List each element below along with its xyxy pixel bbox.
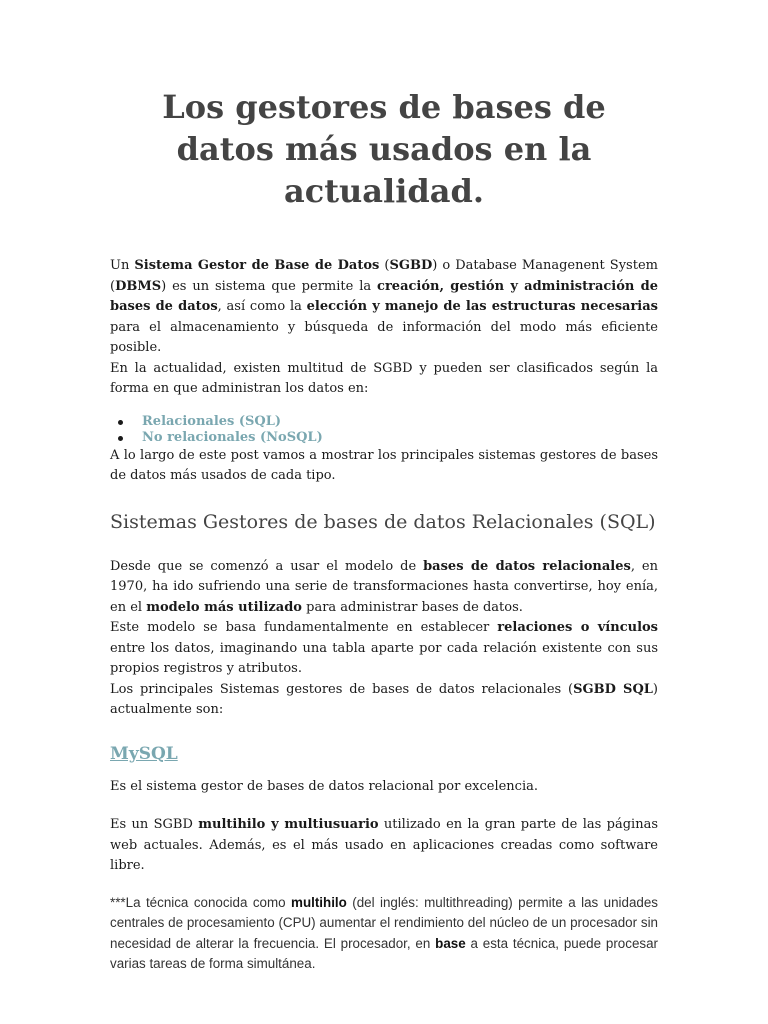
bold-run: multihilo — [291, 894, 347, 910]
document-page — [110, 86, 658, 975]
mysql-paragraph-2 — [110, 815, 658, 877]
text-run: ) es un sistema que permite la — [161, 278, 378, 294]
list-item-label: Relacionales (SQL) — [142, 413, 282, 429]
bold-run: Sistema Gestor de Base de Datos — [134, 258, 380, 273]
bold-run: bases de datos relacionales — [423, 558, 631, 574]
text-run: Desde que se comenzó a usar el modelo de — [110, 558, 424, 574]
mysql-heading-link[interactable]: MySQL — [110, 743, 178, 764]
bold-run: modelo más utilizado — [146, 599, 302, 615]
bold-run: creación, gestión y administración de bases de datos — [110, 278, 658, 314]
spacer — [110, 877, 658, 893]
text-run: ) actualmente son: — [110, 681, 658, 717]
list-item[interactable] — [110, 430, 658, 446]
bold-run: SGBD — [389, 258, 433, 273]
bold-run: relaciones o vínculos — [497, 620, 658, 635]
bold-run: elección y manejo de las estructuras necesarias — [306, 299, 658, 314]
text-run: ***La técnica conocida como — [110, 894, 292, 910]
spacer — [110, 797, 658, 815]
section-heading-sql: Sistemas Gestores de bases de datos Relacionales (SQL) — [110, 510, 656, 533]
text-run: Este modelo se basa fundamentalmente en establecer — [110, 620, 498, 635]
sql-paragraph-1 — [110, 557, 658, 619]
bullet-icon — [118, 436, 123, 441]
sql-paragraph-2 — [110, 618, 658, 680]
intro-paragraph-3: A lo largo de este post vamos a mostrar los principales sistemas gestores de bases de datos más usados de cada tipo. — [110, 447, 658, 483]
text-run: Un — [110, 258, 135, 273]
bold-run: SGBD SQL — [573, 681, 653, 697]
list-item-label: No relacionales (NoSQL) — [142, 429, 323, 445]
bold-run: base — [435, 935, 466, 951]
multithreading-note — [110, 893, 658, 975]
text-run: (del inglés: multithreading) permite a las unidades centrales de procesamiento (CPU) aumentar el rendimiento del núcleo de un procesador sin necesidad de alterar la frecuencia. El procesador, en — [110, 894, 659, 951]
database-types-list — [110, 414, 658, 446]
bold-run: DBMS — [115, 278, 162, 294]
list-item[interactable] — [110, 414, 658, 430]
text-run: , en 1970, ha ido sufriendo una serie de transformaciones hasta convertirse, hoy enía, en el — [110, 558, 658, 615]
text-run: ) o Database Managenent System ( — [110, 258, 658, 294]
text-run: , así como la — [217, 299, 307, 314]
mysql-paragraph-1: Es el sistema gestor de bases de datos relacional por excelencia. — [110, 778, 538, 794]
bullet-icon — [118, 420, 123, 425]
page-title: Los gestores de bases de datos más usados en la actualidad. — [162, 88, 606, 210]
text-run: a esta técnica, puede procesar varias tareas de forma simultánea. — [110, 935, 658, 971]
intro-paragraph-1 — [110, 256, 658, 359]
text-run: Es un SGBD — [110, 817, 199, 832]
text-run: utilizado en la gran parte de las páginas web actuales. Además, es el más usado en aplicaciones creadas como software libre. — [110, 817, 659, 873]
text-run: para el almacenamiento y búsqueda de información del modo más eficiente posible. — [110, 319, 658, 355]
text-run: para administrar bases de datos. — [301, 599, 523, 615]
bold-run: multihilo y multiusuario — [198, 817, 379, 832]
intro-paragraph-2: En la actualidad, existen multitud de SGBD y pueden ser clasificados según la forma en que administran los datos en: — [110, 360, 658, 396]
sql-paragraph-3 — [110, 680, 658, 721]
text-run: entre los datos, imaginando una tabla aparte por cada relación existente con sus propios registros y atributos. — [110, 640, 658, 676]
text-run: ( — [379, 258, 390, 273]
text-run: Los principales Sistemas gestores de bases de datos relacionales ( — [110, 681, 574, 697]
